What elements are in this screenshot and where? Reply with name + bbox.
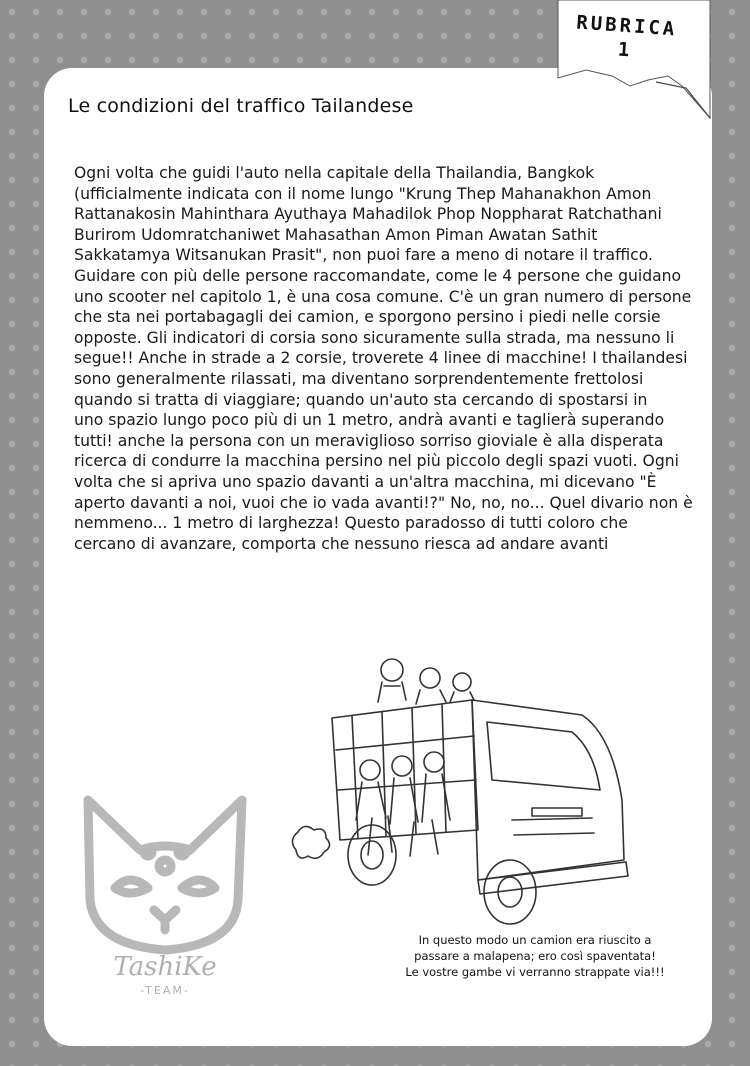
illustration-caption [380, 932, 690, 980]
body-line: Ogni volta che guidi l'auto nella capitale della Thailandia, Bangkok [74, 164, 595, 182]
logo-text: TashiKe [113, 952, 217, 982]
truck-with-passengers-icon [282, 640, 702, 940]
body-line: Guidare con più delle persone raccomandate, come le 4 persone che guidano [74, 266, 682, 285]
page-title: Le condizioni del traffico Tailandese [68, 95, 414, 117]
body-line: uno scooter nel capitolo 1, è una cosa comune. C'è un gran numero di persone [74, 287, 692, 306]
body-line: aperto davanti a noi, vuoi che io vada avanti!?" No, no, no... Quel divario non è [74, 493, 693, 512]
body-line: ricerca di condurre la macchina persino nel più piccolo degli spazi vuoti. Ogni [74, 452, 679, 471]
section-tag-line2: 1 [617, 38, 634, 62]
body-line: che sta nei portabagagli dei camion, e sporgono persino i piedi nelle corsie [74, 308, 661, 327]
body-line: Burirom Udomratchaniwet Mahasathan Amon Piman Awatan Sathit [74, 225, 598, 244]
section-tag-text [554, 9, 697, 67]
body-line: tutti! anche la persona con un meraviglioso sorriso gioviale è alla disperata [74, 431, 664, 450]
caption-line: Le vostre gambe vi verranno strappate via!!! [405, 965, 665, 979]
body-line: volta che si apriva uno spazio davanti a un'altra macchina, mi dicevano "È [74, 472, 657, 491]
body-line: opposte. Gli indicatori di corsia sono sicuramente sulla strada, ma nessuno li [74, 328, 675, 347]
section-tag-line1: RUBRICA [575, 11, 679, 41]
body-line: Rattanakosin Mahinthara Ayuthaya Mahadilok Phop Noppharat Ratchathani [74, 205, 662, 224]
body-line: uno spazio lungo poco più di un 1 metro, andrà avanti e taglierà superando [74, 411, 665, 430]
body-line: cercano di avanzare, comporta che nessuno riesca ad andare avanti [74, 534, 609, 553]
body-line: quando si tratta di viaggiare; quando un'auto sta cercando di spostarsi in [74, 390, 648, 409]
caption-line: In questo modo un camion era riuscito a [418, 933, 652, 947]
body-line: Sakkatamya Witsanukan Prasit", non puoi fare a meno di notare il traffico. [74, 246, 653, 265]
body-line: sono generalmente rilassati, ma diventano sorprendentemente frettolosi [74, 369, 644, 388]
body-line: segue!! Anche in strade a 2 corsie, troverete 4 linee di macchine! I thailandesi [74, 349, 688, 368]
body-line: (ufficialmente indicata con il nome lungo "Krung Thep Mahanakhon Amon [74, 184, 652, 203]
logo-subtext: -TEAM- [140, 984, 190, 997]
article-body [74, 163, 693, 554]
caption-line: passare a malapena; ero così spaventata! [414, 949, 656, 963]
cat-face-icon [70, 770, 260, 1000]
body-line: nemmeno... 1 metro di larghezza! Questo paradosso di tutti coloro che [74, 514, 628, 533]
